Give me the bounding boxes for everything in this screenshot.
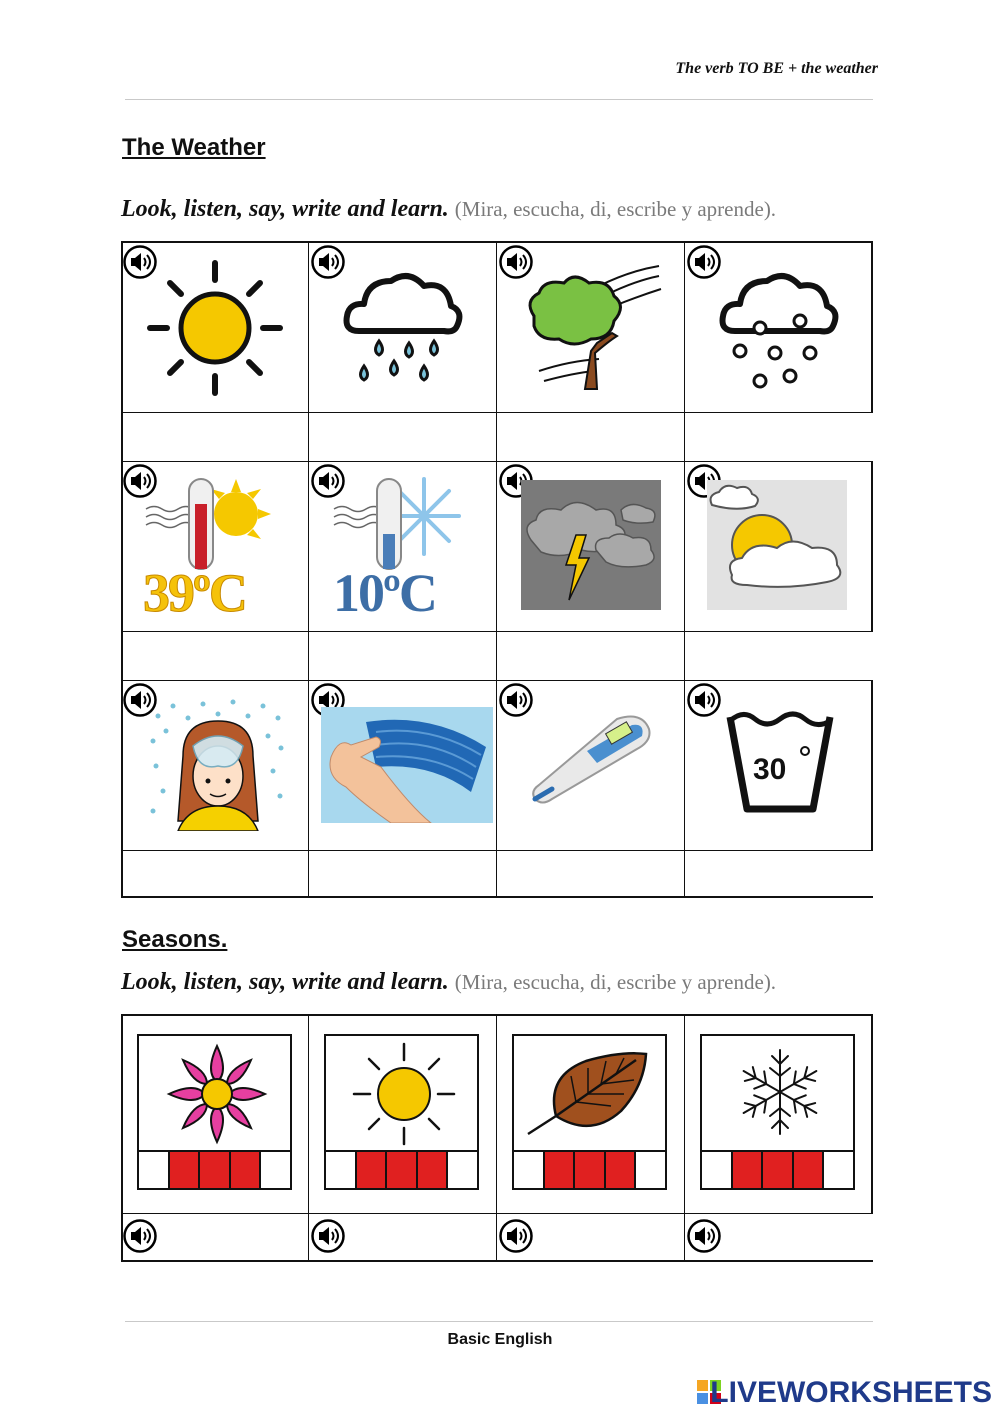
answer-box[interactable] bbox=[123, 413, 309, 462]
weather-cell-raining bbox=[309, 243, 497, 413]
answer-box[interactable] bbox=[685, 1214, 873, 1260]
hail-cloud-icon bbox=[715, 261, 845, 396]
weather-cell-cloudy bbox=[685, 462, 873, 632]
season-card bbox=[324, 1034, 479, 1190]
weather-instruction-en: Look, listen, say, write and learn. bbox=[121, 196, 449, 222]
letter-boxes bbox=[512, 1150, 667, 1190]
wet-girl-icon bbox=[148, 696, 288, 831]
storm-icon bbox=[521, 480, 661, 610]
letter-boxes bbox=[137, 1150, 292, 1190]
answer-box[interactable] bbox=[309, 632, 497, 681]
cold-temperature-label: 10ºC bbox=[333, 563, 436, 623]
weather-cell-stormy bbox=[497, 462, 685, 632]
brand-name[interactable]: LIVEWORKSHEETS bbox=[710, 1376, 992, 1409]
speaker-icon[interactable] bbox=[123, 1219, 157, 1253]
answer-box[interactable] bbox=[497, 851, 685, 896]
speaker-icon[interactable] bbox=[687, 1219, 721, 1253]
leaf-icon bbox=[526, 1046, 656, 1142]
digital-thermometer-icon bbox=[527, 711, 657, 811]
answer-box[interactable] bbox=[123, 632, 309, 681]
answer-box[interactable] bbox=[497, 413, 685, 462]
answer-box[interactable] bbox=[685, 413, 873, 462]
weather-cell-temperature bbox=[497, 681, 685, 851]
season-cell-summer bbox=[309, 1016, 497, 1214]
hot-thermometer-icon bbox=[141, 474, 291, 574]
season-card bbox=[700, 1034, 855, 1190]
season-cell-autumn bbox=[497, 1016, 685, 1214]
letter-boxes bbox=[324, 1150, 479, 1190]
snowflake-icon bbox=[734, 1046, 826, 1138]
flower-icon bbox=[165, 1042, 269, 1146]
speaker-icon[interactable] bbox=[311, 1219, 345, 1253]
weather-cell-cold bbox=[309, 462, 497, 632]
season-card bbox=[512, 1034, 667, 1190]
weather-cell-degrees bbox=[685, 681, 873, 851]
answer-box[interactable] bbox=[685, 632, 873, 681]
hot-temperature-label: 39ºC bbox=[143, 563, 246, 623]
answer-box[interactable] bbox=[123, 851, 309, 896]
hand-wind-icon bbox=[321, 707, 493, 823]
header-title: The verb TO BE + the weather bbox=[675, 60, 878, 77]
answer-box[interactable] bbox=[685, 851, 873, 896]
answer-box[interactable] bbox=[497, 1214, 685, 1260]
answer-box[interactable] bbox=[309, 851, 497, 896]
weather-section-title: The Weather bbox=[122, 134, 266, 161]
weather-cell-windy bbox=[497, 243, 685, 413]
season-cell-winter bbox=[685, 1016, 873, 1214]
footer-text: Basic English bbox=[447, 1331, 553, 1348]
cloudy-sun-icon bbox=[707, 480, 847, 610]
rain-cloud-icon bbox=[339, 261, 469, 396]
sun-icon bbox=[352, 1042, 456, 1146]
windy-tree-icon bbox=[519, 261, 664, 391]
speaker-icon[interactable] bbox=[499, 1219, 533, 1253]
answer-box[interactable] bbox=[309, 413, 497, 462]
seasons-grid bbox=[121, 1014, 873, 1262]
season-cell-spring bbox=[123, 1016, 309, 1214]
sun-icon bbox=[145, 258, 285, 398]
seasons-instruction-es: (Mira, escucha, di, escribe y aprende). bbox=[454, 970, 777, 994]
cold-thermometer-icon bbox=[329, 474, 479, 574]
footer-divider bbox=[125, 1321, 873, 1322]
seasons-instruction bbox=[121, 969, 776, 996]
season-card bbox=[137, 1034, 292, 1190]
seasons-instruction-en: Look, listen, say, write and learn. bbox=[121, 969, 449, 995]
weather-cell-sunny bbox=[123, 243, 309, 413]
weather-cell-hailing bbox=[685, 243, 873, 413]
weather-cell-wet bbox=[123, 681, 309, 851]
answer-box[interactable] bbox=[123, 1214, 309, 1260]
speaker-icon[interactable] bbox=[687, 683, 721, 717]
weather-cell-hot bbox=[123, 462, 309, 632]
seasons-section-title: Seasons. bbox=[122, 926, 228, 953]
weather-instruction-es: (Mira, escucha, di, escribe y aprende). bbox=[454, 197, 777, 221]
letter-boxes bbox=[700, 1150, 855, 1190]
weather-instruction bbox=[121, 196, 776, 223]
header-divider bbox=[125, 99, 873, 100]
weather-grid bbox=[121, 241, 873, 898]
wash-temperature-label: 30 bbox=[753, 753, 787, 786]
answer-box[interactable] bbox=[497, 632, 685, 681]
answer-box[interactable] bbox=[309, 1214, 497, 1260]
weather-cell-wind-hand bbox=[309, 681, 497, 851]
